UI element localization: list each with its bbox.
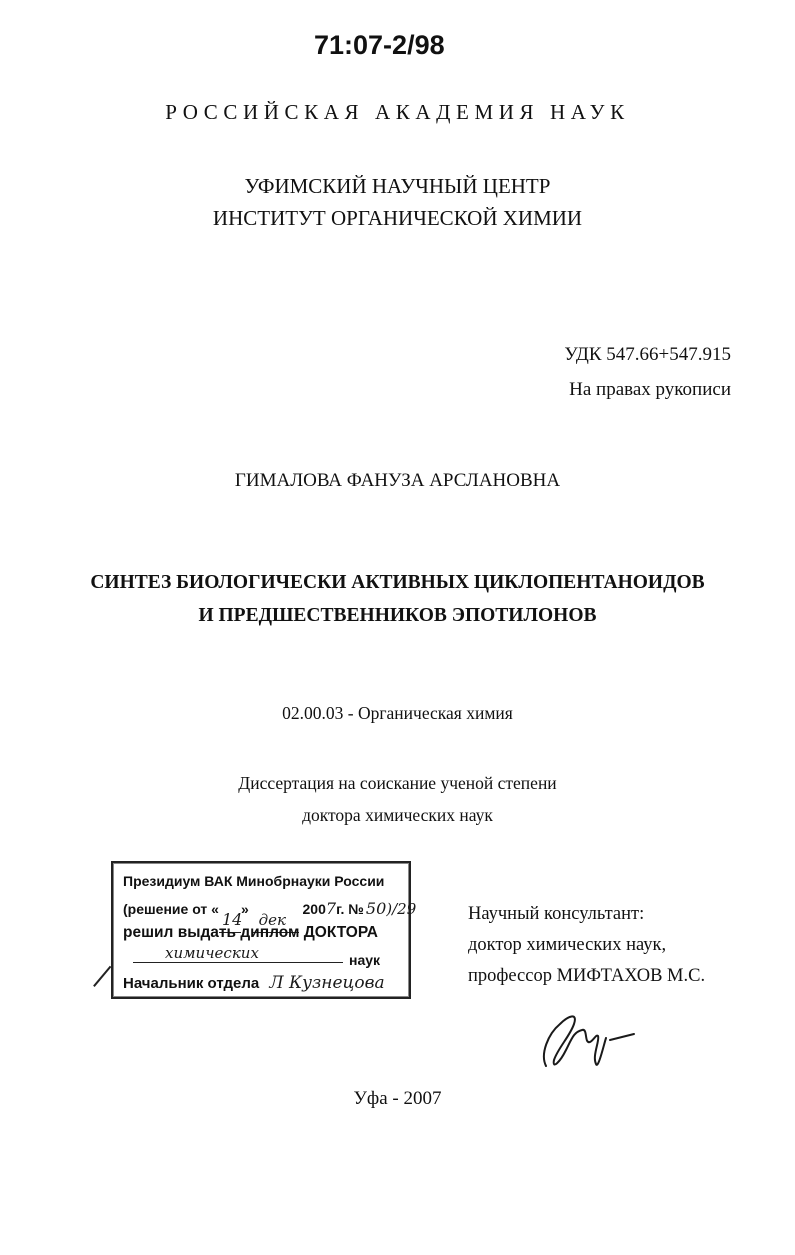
stamp-month-handwritten: дек <box>258 911 286 929</box>
stamp-science-suffix: наук <box>349 952 381 968</box>
stamp-margin-mark <box>93 966 113 988</box>
dissertation-title <box>0 566 795 632</box>
stamp-decision-prefix: (решение от « <box>123 901 219 917</box>
stamp-day-handwritten: 14 <box>221 910 243 929</box>
advisor-name: профессор МИФТАХОВ М.С. <box>468 966 706 986</box>
stamp-head-label: Начальник отдела <box>123 975 260 992</box>
academy-name: РОССИЙСКАЯ АКАДЕМИЯ НАУК <box>165 100 630 124</box>
stamp-line-presidium: Президиум ВАК Минобрнауки России <box>123 873 385 889</box>
advisor-signature <box>538 1004 648 1080</box>
stamp-line-diploma: решил выдать диплом ДОКТОРА <box>123 924 379 941</box>
stamp-head-signature: Л Кузнецова <box>269 973 385 993</box>
stamp-number-handwritten: 50 <box>365 899 387 918</box>
stamp-year-digit: 7 <box>325 899 337 918</box>
stamp-line-science <box>123 945 380 972</box>
stamp-day-separator: » <box>240 901 249 917</box>
advisor-degree: доктор химических наук, <box>468 935 667 955</box>
specialty: 02.00.03 - Органическая химия <box>282 703 513 723</box>
stamp-line-head <box>123 971 385 996</box>
udk-code: УДК 547.66+547.915 <box>564 344 731 365</box>
scientific-advisor-block <box>468 899 705 992</box>
institute-name: ИНСТИТУТ ОРГАНИЧЕСКОЙ ХИМИИ <box>212 206 583 230</box>
stamp-number-suffix: )/29 <box>386 900 417 918</box>
institution-block <box>0 170 795 234</box>
degree-statement <box>0 767 795 831</box>
degree-line-1: Диссертация на соискание ученой степени <box>238 773 557 793</box>
stamp-line-decision <box>123 897 417 929</box>
degree-line-2: доктора химических наук <box>302 805 493 825</box>
classification-block <box>564 337 731 407</box>
city-year: Уфа - 2007 <box>353 1088 442 1109</box>
stamp-number-label: г. № <box>336 901 364 917</box>
author-name: ГИМАЛОВА ФАНУЗА АРСЛАНОВНА <box>234 470 561 491</box>
advisor-label: Научный консультант: <box>468 904 645 924</box>
manuscript-rights: На правах рукописи <box>569 379 731 400</box>
research-center-name: УФИМСКИЙ НАУЧНЫЙ ЦЕНТР <box>244 174 551 198</box>
stamp-science-field-handwritten: химических <box>165 944 259 962</box>
stamp-year-prefix: 200 <box>302 901 326 917</box>
title-line-2: И ПРЕДШЕСТВЕННИКОВ ЭПОТИЛОНОВ <box>198 605 597 626</box>
vak-approval-stamp <box>111 861 417 999</box>
title-line-1: СИНТЕЗ БИОЛОГИЧЕСКИ АКТИВНЫХ ЦИКЛОПЕНТАНОИДОВ <box>90 572 705 593</box>
